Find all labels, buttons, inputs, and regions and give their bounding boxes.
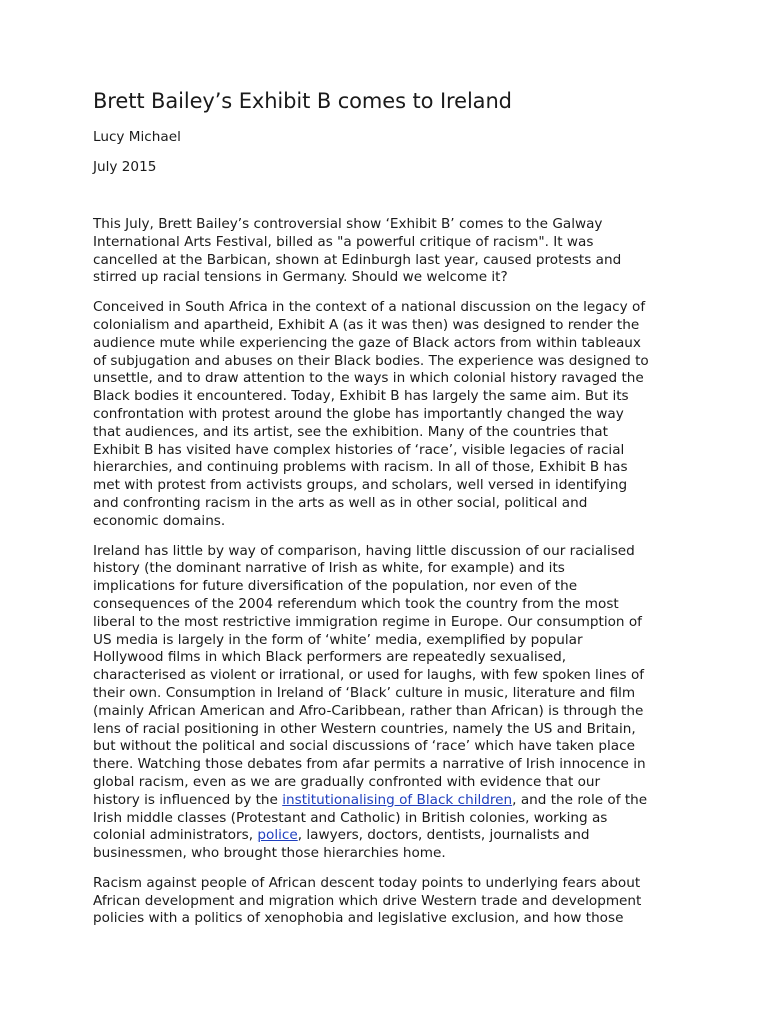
- institutionalising-link[interactable]: institutionalising of Black children: [282, 791, 513, 808]
- paragraph-2: [93, 299, 683, 530]
- text-line: International Arts Festival, billed as "a powerful critique of racism". It was: [93, 233, 594, 250]
- text-line: Black bodies it encountered. Today, Exhibit B has largely the same aim. But its: [93, 388, 629, 405]
- text-line: lens of racial positioning in other Western countries, namely the US and Britain,: [93, 720, 636, 737]
- paragraph-3: [93, 543, 683, 863]
- paragraph-4: [93, 875, 683, 928]
- text-line: Racism against people of African descent today points to underlying fears about: [93, 874, 641, 891]
- text-line: implications for future diversification of the population, nor even of the: [93, 578, 578, 595]
- text-line: hierarchies, and continuing problems with racism. In all of those, Exhibit B has: [93, 459, 628, 476]
- text-line: Ireland has little by way of comparison, having little discussion of our racialised: [93, 542, 635, 559]
- text-line: unsettle, and to draw attention to the ways in which colonial history ravaged the: [93, 370, 644, 387]
- text-line: global racism, even as we are gradually confronted with evidence that our: [93, 773, 601, 790]
- text-line: there. Watching those debates from afar permits a narrative of Irish innocence in: [93, 756, 646, 773]
- text-line: of subjugation and abuses on their Black bodies. The experience was designed to: [93, 352, 649, 369]
- text-segment: , lawyers, doctors, dentists, journalists and: [297, 827, 590, 844]
- text-segment: history is influenced by the: [93, 791, 283, 808]
- text-line: audience mute while experiencing the gaze of Black actors from within tableaux: [93, 334, 641, 351]
- document-page: [93, 86, 683, 940]
- text-line: confrontation with protest around the globe has importantly changed the way: [93, 405, 624, 422]
- text-line: that audiences, and its artist, see the exhibition. Many of the countries that: [93, 423, 608, 440]
- text-line: Conceived in South Africa in the context of a national discussion on the legacy of: [93, 299, 646, 316]
- police-link[interactable]: police: [257, 827, 298, 844]
- text-line: their own. Consumption in Ireland of ‘Black’ culture in music, literature and film: [93, 684, 636, 701]
- text-line: met with protest from activists groups, and scholars, well versed in identifying: [93, 477, 628, 494]
- text-line: US media is largely in the form of ‘white’ media, exemplified by popular: [93, 631, 583, 648]
- text-line: [93, 792, 683, 810]
- text-line: African development and migration which drive Western trade and development: [93, 892, 642, 909]
- paragraph-1: [93, 216, 683, 287]
- text-line: and confronting racism in the arts as well as in other social, political and: [93, 494, 588, 511]
- text-line: cancelled at the Barbican, shown at Edinburgh last year, caused protests and: [93, 251, 622, 268]
- text-line: characterised as violent or irrational, or used for laughs, with few spoken lines of: [93, 667, 645, 684]
- text-line: consequences of the 2004 referendum which took the country from the most: [93, 595, 619, 612]
- text-line: policies with a politics of xenophobia and legislative exclusion, and how those: [93, 910, 624, 927]
- text-segment: , and the role of the: [512, 791, 648, 808]
- document-title: Brett Bailey’s Exhibit B comes to Ireland: [93, 89, 512, 113]
- text-line: stirred up racial tensions in Germany. Should we welcome it?: [93, 269, 508, 286]
- text-line: [93, 827, 683, 845]
- text-line: This July, Brett Bailey’s controversial show ‘Exhibit B’ comes to the Galway: [93, 216, 603, 232]
- text-line: (mainly African American and Afro-Caribbean, rather than African) is through the: [93, 702, 644, 719]
- publication-date: July 2015: [93, 159, 157, 175]
- article-body: [93, 216, 683, 928]
- text-line: businessmen, who brought those hierarchies home.: [93, 845, 446, 862]
- text-line: Hollywood films in which Black performers are repeatedly sexualised,: [93, 649, 567, 666]
- text-segment: colonial administrators,: [93, 827, 258, 844]
- text-line: economic domains.: [93, 512, 226, 529]
- text-line: liberal to the most restrictive immigration regime in Europe. Our consumption of: [93, 613, 642, 630]
- text-line: but without the political and social discussions of ‘race’ which have taken place: [93, 738, 635, 755]
- text-line: Exhibit B has visited have complex histories of ‘race’, visible legacies of racial: [93, 441, 625, 458]
- author-name: Lucy Michael: [93, 129, 181, 145]
- text-line: Irish middle classes (Protestant and Catholic) in British colonies, working as: [93, 809, 608, 826]
- text-line: history (the dominant narrative of Irish as white, for example) and its: [93, 560, 565, 577]
- text-line: colonialism and apartheid, Exhibit A (as it was then) was designed to render the: [93, 316, 640, 333]
